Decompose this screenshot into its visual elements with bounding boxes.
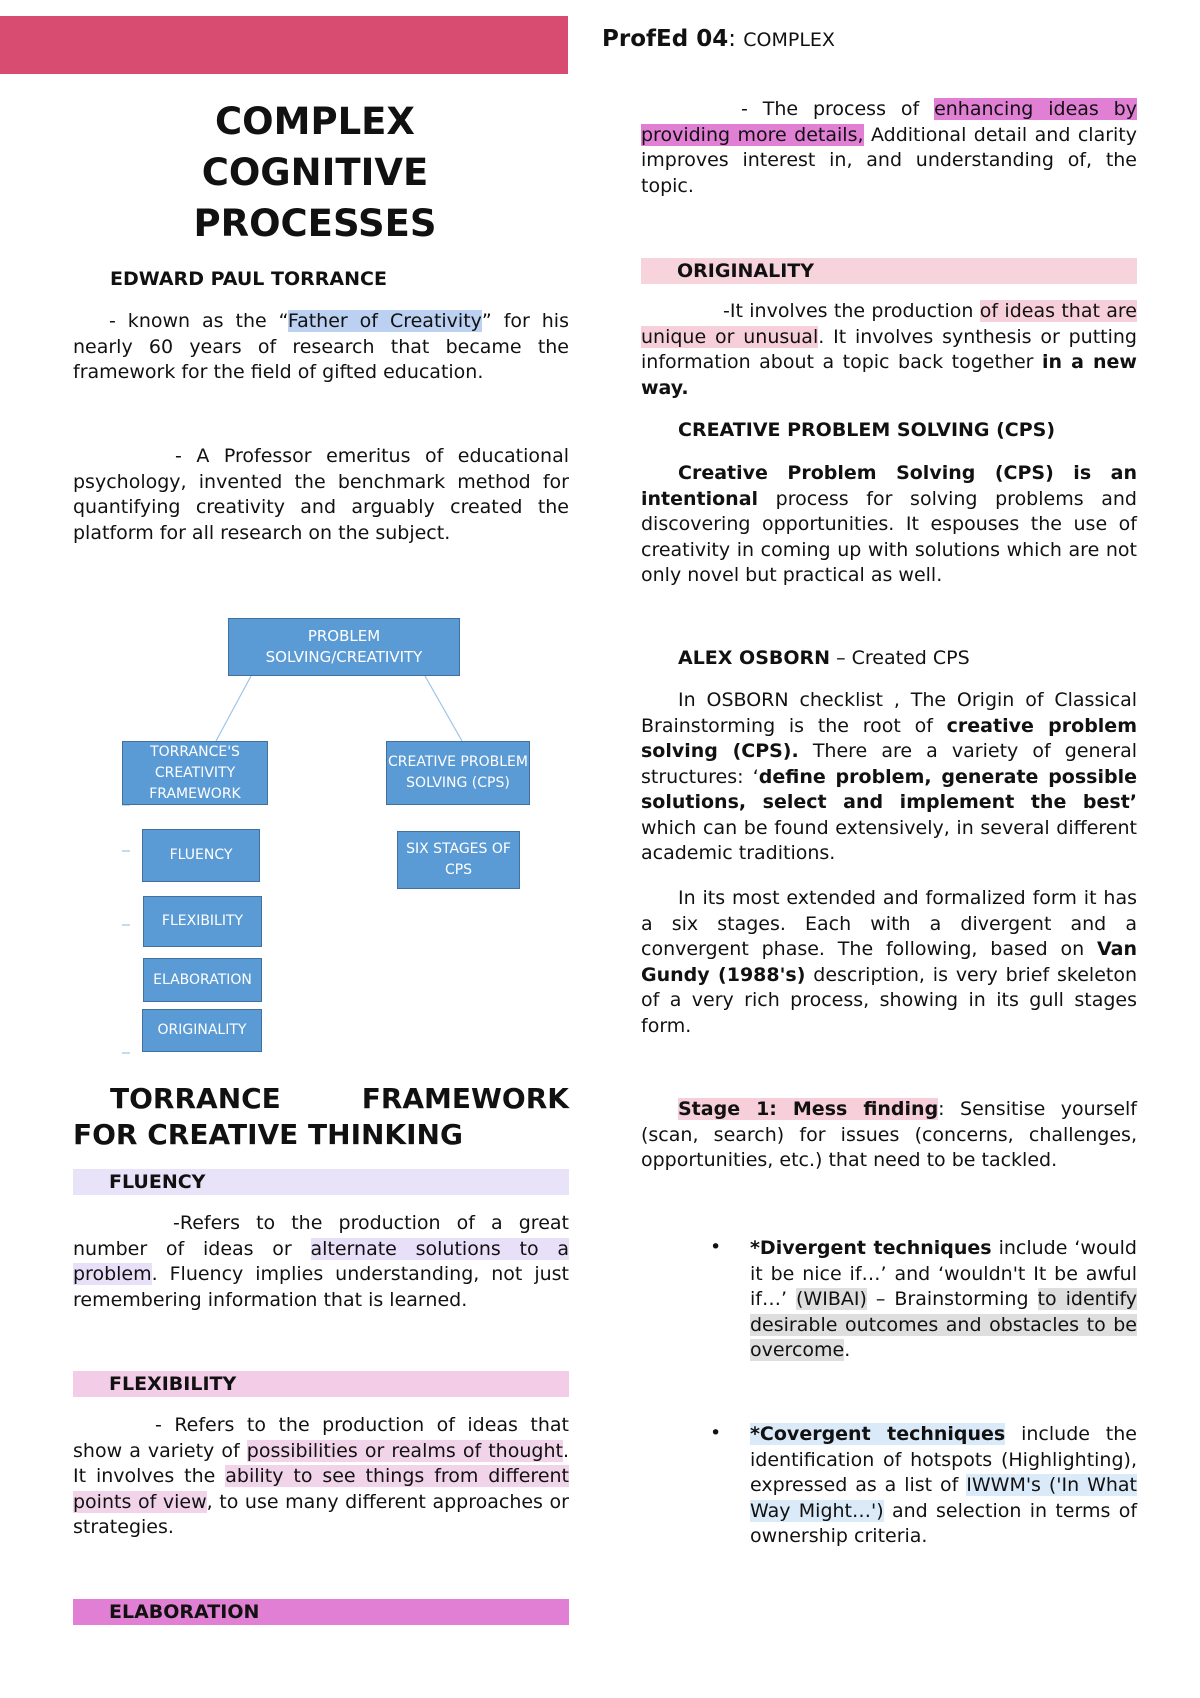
torrance-heading: EDWARD PAUL TORRANCE [110, 268, 387, 290]
text: and selection in terms of ownership criteria. [750, 1499, 1138, 1547]
bold-text: *Divergent techniques [750, 1237, 992, 1259]
highlight: possibilities or realms of thought [246, 1439, 563, 1462]
osborn-paragraph-1 [641, 688, 1137, 867]
title-line: PROCESSES [193, 202, 437, 245]
torrance-paragraph-2: - A Professor emeritus of educational psychology, invented the benchmark method for quantifying creativity and arguably created the platform for all research on the subject. [73, 445, 569, 544]
header-separator: : [728, 26, 736, 52]
text: There are a variety of general structures: ‘ [641, 740, 1137, 788]
text: In its most extended and formalized form it has a six stages. Each with a divergent and a convergent phase. The following, based on [641, 887, 1137, 960]
text: Additional detail and clarity improves interest in, and understanding of, the topic. [641, 123, 1137, 197]
stage-1-paragraph [641, 1097, 1137, 1174]
fluency-paragraph [73, 1211, 569, 1313]
text: ” for his nearly 60 years of research that became the framework for the field of gifted education. [73, 310, 569, 383]
text: -It involves the production [723, 300, 980, 322]
text: . Fluency implies understanding, not just remembering information that is learned. [73, 1263, 569, 1311]
diagram-cps-box: CREATIVE PROBLEM SOLVING (CPS) [386, 741, 530, 805]
text: - known as the “ [109, 310, 288, 332]
framework-word: FRAMEWORK [361, 1082, 569, 1115]
diagram-torrance-box: TORRANCE'S CREATIVITY FRAMEWORK [122, 741, 268, 805]
diagram-originality-box: ORIGINALITY [142, 1009, 262, 1052]
highlight: ability to see things from different points of view [73, 1465, 569, 1513]
bold-text: Van Gundy (1988's) [641, 938, 1137, 986]
highlight: of ideas that are unique or unusual [641, 300, 1137, 348]
osborn-paragraph-2 [641, 886, 1137, 1039]
highlight: enhancing ideas by providing more details, [641, 98, 1137, 146]
cps-heading: CREATIVE PROBLEM SOLVING (CPS) [678, 419, 1056, 441]
framework-heading-line-1 [73, 1082, 569, 1115]
bullet-divergent [750, 1236, 1137, 1364]
text: : Sensitise yourself (scan, search) for issues (concerns, challenges, opportunities, etc.) that need to be tackled. [641, 1098, 1137, 1171]
highlight: IWWM's ('In What Way Might…') [750, 1474, 1137, 1522]
course-code: ProfEd 04 [602, 26, 729, 52]
bullet-convergent [750, 1422, 1137, 1550]
bold-text: creative problem solving (CPS). [641, 714, 1137, 762]
text: which can be found extensively, in several different academic traditions. [641, 816, 1137, 864]
flexibility-paragraph [73, 1413, 569, 1541]
originality-heading: ORIGINALITY [641, 258, 1137, 284]
framework-word: TORRANCE [110, 1082, 281, 1115]
page-header [602, 26, 835, 52]
originality-paragraph [641, 299, 1137, 401]
bullet-icon: • [710, 1236, 722, 1258]
text: - The process of [741, 98, 935, 120]
highlight: (WIBAI) [796, 1288, 867, 1310]
stage-label: Stage 1: Mess finding [678, 1098, 939, 1120]
creativity-diagram [0, 0, 600, 1060]
text: In OSBORN checklist , The Origin of Classical Brainstorming is the root of [641, 689, 1137, 737]
text: . It involves synthesis or putting information about a topic back together [641, 325, 1137, 373]
connector-line [425, 676, 462, 741]
elaboration-heading: ELABORATION [73, 1599, 569, 1625]
highlight: Father of Creativity [287, 310, 482, 332]
bullet-icon: • [710, 1422, 722, 1444]
bold-text: in a new way. [641, 351, 1137, 399]
text: . [844, 1339, 851, 1361]
diagram-elaboration-box: ELABORATION [143, 958, 262, 1002]
bold-text: Creative Problem Solving (CPS) is an intentional [641, 462, 1137, 510]
flexibility-heading: FLEXIBILITY [73, 1371, 569, 1397]
bold-text: define problem, generate possible solutions, select and implement the best’ [641, 765, 1137, 813]
connector-line [216, 676, 251, 741]
framework-heading-line-2: FOR CREATIVE THINKING [73, 1118, 463, 1151]
text: include ‘would it be nice if…’ and ‘wouldn't It be awful if…’ [750, 1237, 1137, 1310]
bold-text: *Covergent techniques [750, 1423, 1006, 1445]
highlight: to identify desirable outcomes and obstacles to be overcome [750, 1288, 1138, 1361]
text: – Brainstorming [866, 1288, 1038, 1310]
diagram-connectors [0, 0, 600, 1060]
diagram-flexibility-box: FLEXIBILITY [143, 896, 262, 947]
text: , to use many different approaches or strategies. [73, 1490, 569, 1538]
text: -Refers to the production of a great number of ideas or [73, 1212, 569, 1260]
text: – Created CPS [830, 647, 970, 669]
osborn-name: ALEX OSBORN [678, 647, 831, 669]
highlight: alternate solutions to a problem [73, 1237, 569, 1285]
text: include the identification of hotspots (Highlighting), expressed as a list of [750, 1423, 1137, 1496]
text: - Refers to the production of ideas that show a variety of [73, 1414, 569, 1462]
diagram-root-box: PROBLEM SOLVING/CREATIVITY [228, 618, 460, 676]
text: description, is very brief skeleton of a very rich process, showing in its gull stages form. [641, 963, 1138, 1037]
title-line: COGNITIVE [201, 151, 429, 194]
elaboration-paragraph [641, 97, 1137, 199]
osborn-heading [678, 647, 970, 669]
cps-paragraph [641, 461, 1137, 589]
title-line: COMPLEX [215, 100, 415, 143]
text: process for solving problems and discovering opportunities. It espouses the use of creativity in coming up with solutions which are not only novel but practical as well. [641, 487, 1137, 586]
diagram-fluency-box: FLUENCY [142, 829, 260, 882]
fluency-heading: FLUENCY [73, 1169, 569, 1195]
diagram-six-stages-box: SIX STAGES OF CPS [397, 831, 520, 889]
text: . It involves the [73, 1439, 569, 1487]
header-topic: COMPLEX [743, 29, 835, 51]
